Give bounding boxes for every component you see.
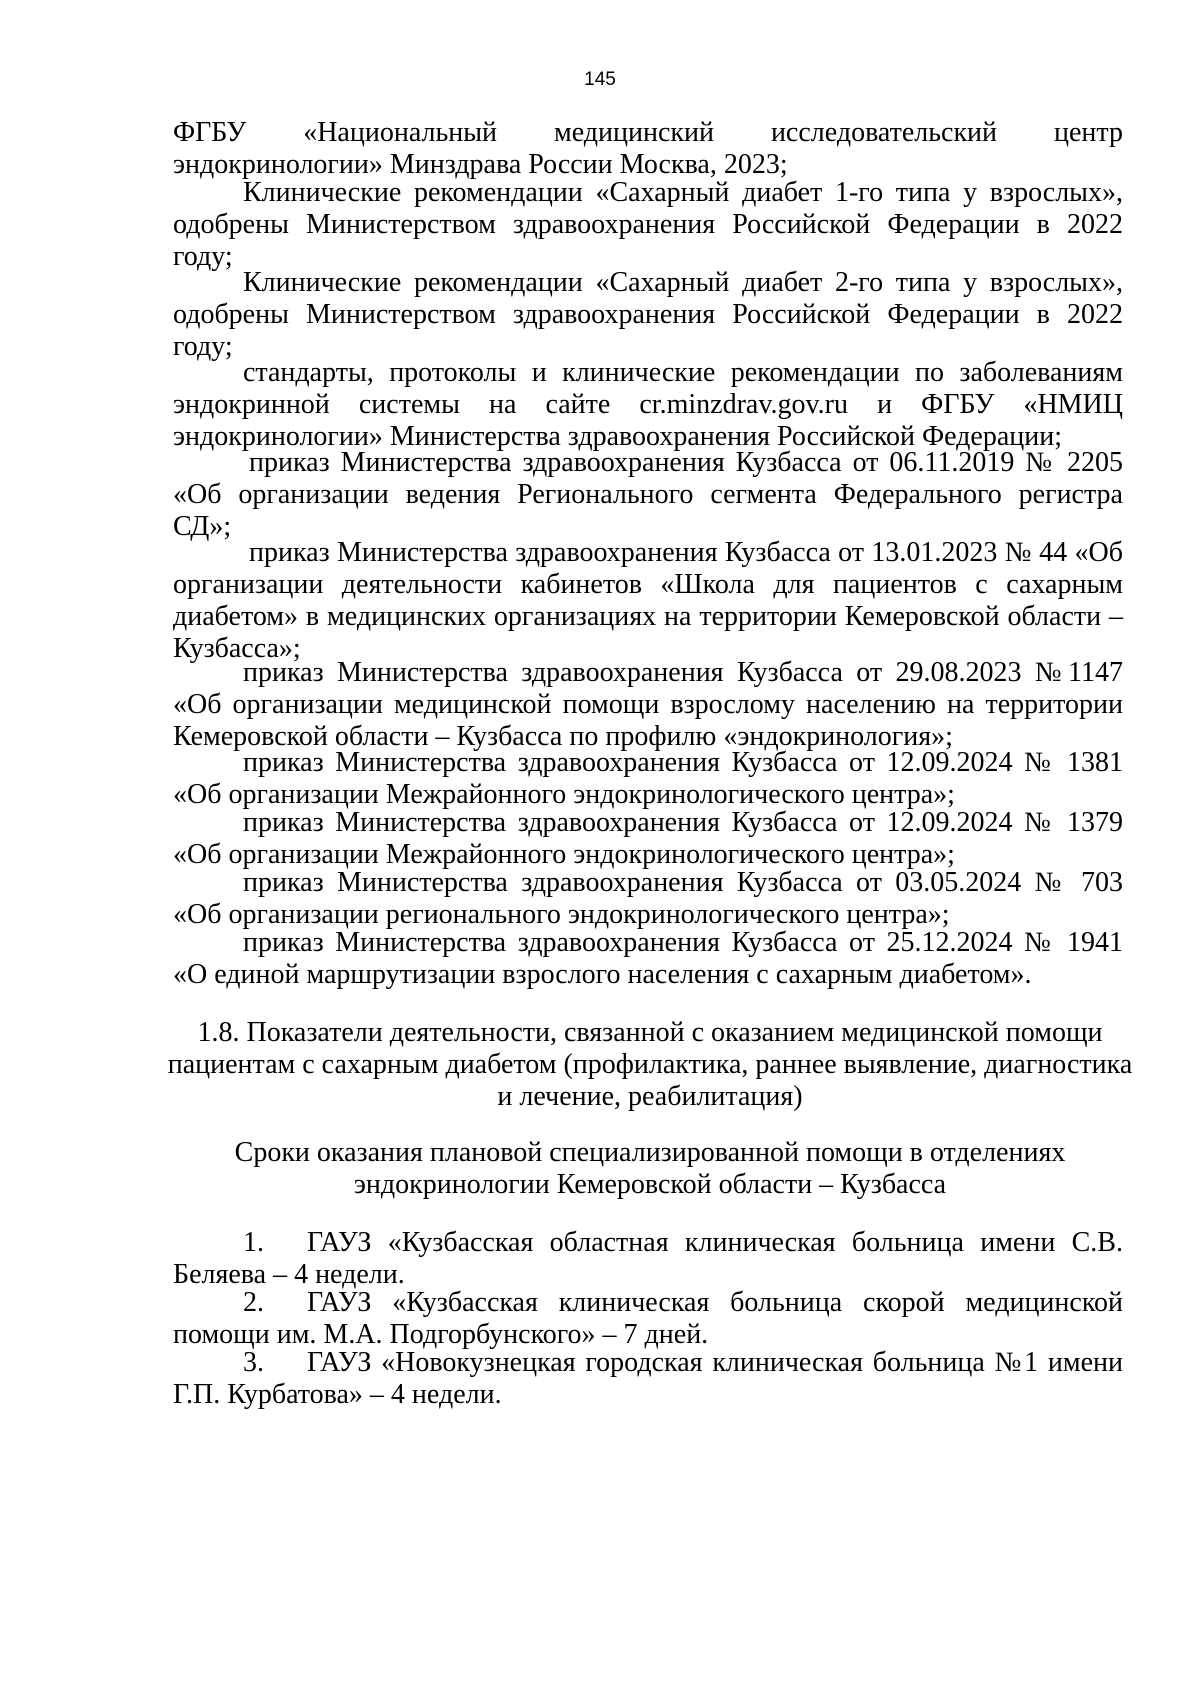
paragraph-clinical-rec-type1: Клинические рекомендации «Сахарный диабет 1-го типа у взрослых», одобрены Министерством здравоохранения Российской Федерации в 2022 году; [173,177,1123,272]
paragraph-order-2205: приказ Министерства здравоохранения Кузбасса от 06.11.2019 № 2205 «Об организации ведения Регионального сегмента Федерального регистра СД»; [173,447,1123,542]
list-item-text: ГАУЗ «Новокузнецкая городская клиническая больница №1 имени Г.П. Курбатова» – 4 недели. [173,1347,1123,1410]
section-heading: 1.8. Показатели деятельности, связанной с оказанием медицинской помощи пациентам с сахарным диабетом (профилактика, раннее выявление, диагностика и лечение, реабилитация) [167,1017,1133,1112]
list-item [173,1287,1123,1351]
paragraph-clinical-rec-type2: Клинические рекомендации «Сахарный диабет 2-го типа у взрослых», одобрены Министерством здравоохранения Российской Федерации в 2022 году; [173,267,1123,362]
list-item-text: ГАУЗ «Кузбасская клиническая больница скорой медицинской помощи им. М.А. Подгорбунского» – 7 дней. [173,1287,1123,1350]
list-item-number: 2. [243,1287,264,1318]
paragraph-order-1379: приказ Министерства здравоохранения Кузбасса от 12.09.2024 № 1379 «Об организации Межрайонного эндокринологического центра»; [173,807,1123,870]
paragraph-order-703: приказ Министерства здравоохранения Кузбасса от 03.05.2024 № 703 «Об организации регионального эндокринологического центра»; [173,867,1123,930]
paragraph-order-44: приказ Министерства здравоохранения Кузбасса от 13.01.2023 № 44 «Об организации деятельности кабинетов «Школа для пациентов с сахарным диабетом» в медицинских организациях на территории Кемеровской области – Кузбасса»; [173,537,1123,664]
page-number: 145 [584,69,616,90]
paragraph-standards-protocols: стандарты, протоколы и клинические рекомендации по заболеваниям эндокринной системы на сайте cr.minzdrav.gov.ru и ФГБУ «НМИЦ эндокринологии» Министерства здравоохранения Российской Федерации; [173,357,1123,452]
paragraph-order-1147: приказ Министерства здравоохранения Кузбасса от 29.08.2023 №1147 «Об организации медицинской помощи взрослому населению на территории Кемеровской области – Кузбасса по профилю «эндокринология»; [173,657,1123,752]
paragraph-order-1941: приказ Министерства здравоохранения Кузбасса от 25.12.2024 № 1941 «О единой маршрутизации взрослого населения с сахарным диабетом». [173,927,1123,990]
paragraph-order-1381: приказ Министерства здравоохранения Кузбасса от 12.09.2024 № 1381 «Об организации Межрайонного эндокринологического центра»; [173,747,1123,810]
list-item-text: ГАУЗ «Кузбасская областная клиническая больница имени С.В. Беляева – 4 недели. [173,1227,1123,1290]
subheading: Сроки оказания плановой специализированной помощи в отделениях эндокринологии Кемеровской области – Кузбасса [234,1137,1066,1200]
list-item-number: 3. [243,1347,264,1378]
list-item [173,1347,1123,1411]
list-item [173,1227,1123,1291]
list-item-number: 1. [243,1227,264,1258]
paragraph-fgbu-nmic: ФГБУ «Национальный медицинский исследовательский центр эндокринологии» Минздрава России Москва, 2023; [173,117,1123,180]
